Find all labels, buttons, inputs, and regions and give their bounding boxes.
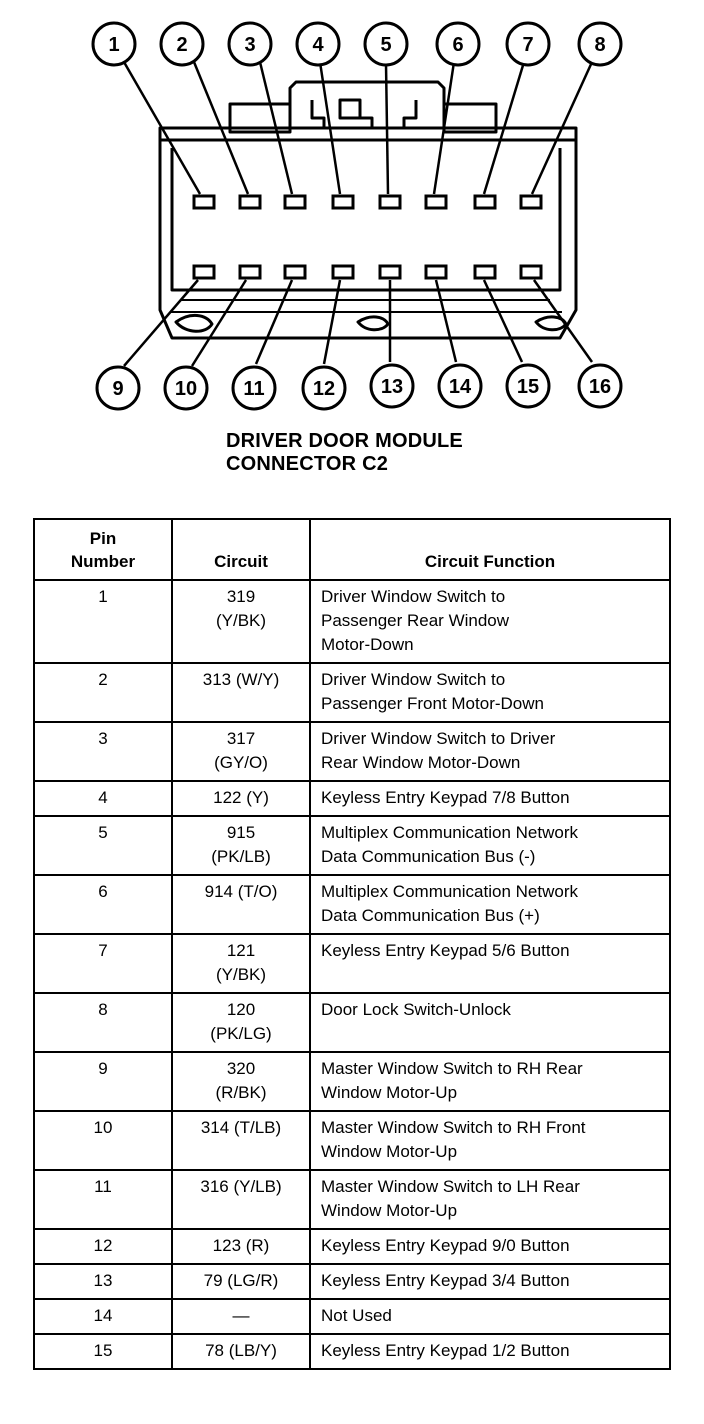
circuit-line: 320 bbox=[226, 1059, 256, 1078]
caption-line-1: DRIVER DOOR MODULE bbox=[226, 430, 463, 452]
function-line: Not Used bbox=[321, 1306, 392, 1325]
circuit-cell bbox=[172, 1170, 310, 1229]
table-row bbox=[34, 934, 670, 993]
diagram-caption bbox=[226, 430, 586, 476]
circuit-function-cell bbox=[310, 1264, 670, 1299]
circuit-function-cell bbox=[310, 816, 670, 875]
pin-slot bbox=[240, 196, 260, 208]
callout-number: 14 bbox=[448, 376, 472, 398]
pin-number-cell: 3 bbox=[34, 722, 172, 781]
pin-slot bbox=[285, 266, 305, 278]
pin-function-table bbox=[33, 518, 671, 1370]
circuit-line: (PK/LB) bbox=[211, 847, 271, 866]
callout-number: 5 bbox=[380, 34, 392, 56]
pin-header-line-2: Number bbox=[70, 551, 136, 571]
pin-slot bbox=[333, 266, 353, 278]
pin-callout bbox=[165, 367, 207, 409]
circuit-cell bbox=[172, 722, 310, 781]
pin-slot bbox=[333, 196, 353, 208]
circuit-cell bbox=[172, 1299, 310, 1334]
pin-number-cell: 11 bbox=[34, 1170, 172, 1229]
table-row bbox=[34, 1334, 670, 1369]
circuit-line: (Y/BK) bbox=[215, 965, 267, 984]
function-line: Data Communication Bus (+) bbox=[321, 906, 540, 925]
table-body bbox=[34, 580, 670, 1369]
function-line: Master Window Switch to RH Rear bbox=[321, 1059, 583, 1078]
circuit-cell bbox=[172, 1334, 310, 1369]
bottom-callouts bbox=[97, 365, 621, 409]
pin-callout bbox=[371, 365, 413, 407]
table-row bbox=[34, 1264, 670, 1299]
table-row bbox=[34, 816, 670, 875]
connector-diagram bbox=[0, 0, 704, 425]
callout-number: 3 bbox=[244, 34, 256, 56]
pin-slot bbox=[521, 266, 541, 278]
function-line: Door Lock Switch-Unlock bbox=[321, 1000, 511, 1019]
table-row bbox=[34, 663, 670, 722]
function-line: Multiplex Communication Network bbox=[321, 882, 578, 901]
top-callouts bbox=[93, 23, 621, 65]
callout-number: 16 bbox=[588, 376, 612, 398]
top-pin-row bbox=[194, 196, 541, 208]
pin-callout bbox=[233, 367, 275, 409]
circuit-line: 314 (T/LB) bbox=[200, 1118, 282, 1137]
pin-callout bbox=[579, 23, 621, 65]
function-line: Keyless Entry Keypad 5/6 Button bbox=[321, 941, 570, 960]
pin-callout bbox=[97, 367, 139, 409]
pin-callout bbox=[507, 23, 549, 65]
circuit-line: 316 (Y/LB) bbox=[200, 1177, 282, 1196]
function-line: Driver Window Switch to bbox=[321, 587, 506, 606]
circuit-cell bbox=[172, 993, 310, 1052]
pin-number-cell: 2 bbox=[34, 663, 172, 722]
pin-number-header bbox=[34, 519, 172, 580]
circuit-function-cell bbox=[310, 993, 670, 1052]
circuit-line: (R/BK) bbox=[215, 1083, 267, 1102]
circuit-line: 123 (R) bbox=[212, 1236, 270, 1255]
function-line: Driver Window Switch to bbox=[321, 670, 506, 689]
callout-number: 8 bbox=[594, 34, 606, 56]
function-line: Driver Window Switch to Driver bbox=[321, 729, 556, 748]
function-line: Motor-Down bbox=[321, 635, 414, 654]
callout-number: 9 bbox=[112, 378, 124, 400]
table-row bbox=[34, 993, 670, 1052]
pin-callout bbox=[579, 365, 621, 407]
callout-number: 6 bbox=[452, 34, 464, 56]
circuit-line: 914 (T/O) bbox=[204, 882, 278, 901]
table-row bbox=[34, 1111, 670, 1170]
circuit-function-cell bbox=[310, 1052, 670, 1111]
function-line: Window Motor-Up bbox=[321, 1201, 458, 1220]
callout-number: 2 bbox=[176, 34, 188, 56]
circuit-line: 121 bbox=[226, 941, 256, 960]
circuit-function-cell bbox=[310, 663, 670, 722]
circuit-line: 317 bbox=[226, 729, 256, 748]
table-row bbox=[34, 722, 670, 781]
pin-number-cell: 13 bbox=[34, 1264, 172, 1299]
function-line: Data Communication Bus (-) bbox=[321, 847, 536, 866]
pin-slot bbox=[194, 266, 214, 278]
circuit-cell bbox=[172, 663, 310, 722]
circuit-line: 313 (W/Y) bbox=[202, 670, 280, 689]
circuit-line: 78 (LB/Y) bbox=[205, 1341, 277, 1360]
circuit-cell bbox=[172, 580, 310, 663]
callout-number: 1 bbox=[108, 34, 120, 56]
pin-number-cell: 15 bbox=[34, 1334, 172, 1369]
circuit-function-cell bbox=[310, 722, 670, 781]
function-line: Multiplex Communication Network bbox=[321, 823, 578, 842]
function-line: Passenger Rear Window bbox=[321, 611, 510, 630]
circuit-line: 120 bbox=[226, 1000, 256, 1019]
circuit-cell bbox=[172, 1229, 310, 1264]
circuit-line: (GY/O) bbox=[214, 753, 268, 772]
circuit-function-cell bbox=[310, 934, 670, 993]
pin-number-cell: 4 bbox=[34, 781, 172, 816]
circuit-cell bbox=[172, 816, 310, 875]
circuit-line: 915 bbox=[226, 823, 256, 842]
callout-number: 13 bbox=[380, 376, 404, 398]
pin-callout bbox=[507, 365, 549, 407]
table-row bbox=[34, 1229, 670, 1264]
pin-callout bbox=[365, 23, 407, 65]
circuit-cell bbox=[172, 934, 310, 993]
table-row bbox=[34, 1170, 670, 1229]
callout-number: 11 bbox=[243, 378, 265, 400]
circuit-function-cell bbox=[310, 1334, 670, 1369]
pin-number-cell: 9 bbox=[34, 1052, 172, 1111]
table-row bbox=[34, 1052, 670, 1111]
pin-number-cell: 6 bbox=[34, 875, 172, 934]
pin-slot bbox=[380, 266, 400, 278]
pin-slot bbox=[521, 196, 541, 208]
circuit-function-cell bbox=[310, 875, 670, 934]
pin-slot bbox=[194, 196, 214, 208]
circuit-line: 79 (LG/R) bbox=[203, 1271, 279, 1290]
callout-number: 12 bbox=[312, 378, 336, 400]
bottom-pin-row bbox=[194, 266, 541, 278]
table-row bbox=[34, 781, 670, 816]
circuit-line: 319 bbox=[226, 587, 256, 606]
function-line: Keyless Entry Keypad 3/4 Button bbox=[321, 1271, 570, 1290]
pin-slot bbox=[426, 196, 446, 208]
connector-body bbox=[160, 82, 576, 338]
table-row bbox=[34, 580, 670, 663]
pin-number-cell: 10 bbox=[34, 1111, 172, 1170]
circuit-function-cell bbox=[310, 1299, 670, 1334]
pin-header-line-1: Pin bbox=[89, 528, 117, 548]
function-line: Keyless Entry Keypad 7/8 Button bbox=[321, 788, 570, 807]
function-line: Keyless Entry Keypad 9/0 Button bbox=[321, 1236, 570, 1255]
circuit-cell bbox=[172, 1052, 310, 1111]
pin-number-cell: 5 bbox=[34, 816, 172, 875]
callout-number: 10 bbox=[174, 378, 198, 400]
pin-number-cell: 1 bbox=[34, 580, 172, 663]
function-line: Window Motor-Up bbox=[321, 1083, 458, 1102]
table-header-row bbox=[34, 519, 670, 580]
pin-callout bbox=[437, 23, 479, 65]
pin-number-cell: 8 bbox=[34, 993, 172, 1052]
caption-line-2: CONNECTOR C2 bbox=[226, 453, 389, 475]
function-line: Rear Window Motor-Down bbox=[321, 753, 521, 772]
callout-number: 4 bbox=[312, 34, 324, 56]
pin-number-cell: 7 bbox=[34, 934, 172, 993]
pin-slot bbox=[475, 196, 495, 208]
circuit-line: 122 (Y) bbox=[213, 788, 269, 807]
circuit-header: Circuit bbox=[172, 519, 310, 580]
table-row bbox=[34, 875, 670, 934]
pin-callout bbox=[161, 23, 203, 65]
pin-callout bbox=[297, 23, 339, 65]
table-row bbox=[34, 1299, 670, 1334]
pin-callout bbox=[229, 23, 271, 65]
circuit-line: (Y/BK) bbox=[215, 611, 267, 630]
pin-slot bbox=[240, 266, 260, 278]
callout-number: 15 bbox=[516, 376, 540, 398]
circuit-cell bbox=[172, 1111, 310, 1170]
circuit-cell bbox=[172, 875, 310, 934]
pin-number-cell: 14 bbox=[34, 1299, 172, 1334]
pin-slot bbox=[426, 266, 446, 278]
circuit-cell bbox=[172, 781, 310, 816]
circuit-function-cell bbox=[310, 580, 670, 663]
function-line: Keyless Entry Keypad 1/2 Button bbox=[321, 1341, 570, 1360]
pin-slot bbox=[380, 196, 400, 208]
circuit-function-header: Circuit Function bbox=[310, 519, 670, 580]
pin-callout bbox=[439, 365, 481, 407]
callout-number: 7 bbox=[522, 34, 534, 56]
circuit-cell bbox=[172, 1264, 310, 1299]
pin-slot bbox=[475, 266, 495, 278]
circuit-line: (PK/LG) bbox=[210, 1024, 272, 1043]
circuit-function-cell bbox=[310, 1229, 670, 1264]
pin-callout bbox=[93, 23, 135, 65]
circuit-function-cell bbox=[310, 781, 670, 816]
function-line: Master Window Switch to LH Rear bbox=[321, 1177, 580, 1196]
pin-callout bbox=[303, 367, 345, 409]
pin-number-cell: 12 bbox=[34, 1229, 172, 1264]
circuit-function-cell bbox=[310, 1170, 670, 1229]
circuit-line: — bbox=[232, 1306, 250, 1325]
function-line: Passenger Front Motor-Down bbox=[321, 694, 544, 713]
function-line: Master Window Switch to RH Front bbox=[321, 1118, 586, 1137]
pin-slot bbox=[285, 196, 305, 208]
circuit-function-cell bbox=[310, 1111, 670, 1170]
function-line: Window Motor-Up bbox=[321, 1142, 458, 1161]
